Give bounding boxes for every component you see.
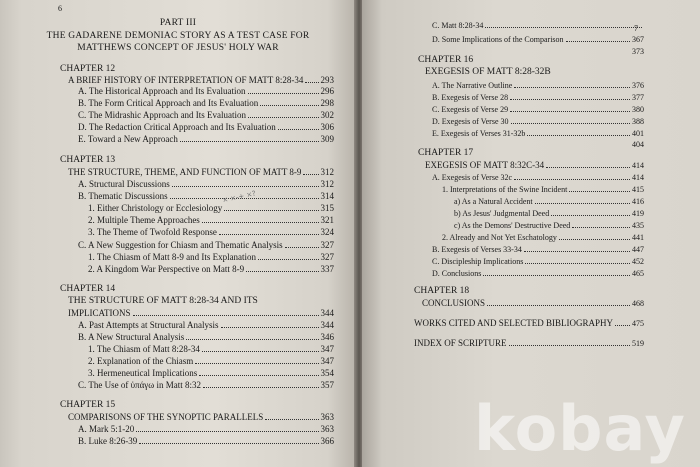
dot-leader [224,210,318,211]
toc-entry [432,172,644,183]
toc-entry [454,208,644,219]
toc-entry [432,104,644,115]
page-ref: 354 [320,368,334,378]
dot-leader [133,315,319,316]
entry-text: a) As a Natural Accident [454,197,533,206]
chapter-18-conclusions [422,298,644,309]
toc-entry [432,128,644,139]
toc-entry [88,356,334,367]
page-ref: 321 [320,215,334,225]
entry-text: B. The Form Critical Approach and Its Evaluation [78,98,259,108]
dot-leader [510,111,630,112]
toc-entry [78,380,334,391]
entry-text: B. A New Structural Analysis [78,332,185,342]
entry-text: D. Some Implications of the Comparison [432,35,564,44]
entry-text: C. The Use of ὑπάγω in Matt 8:32 [78,380,201,390]
chapter-17-title [425,160,644,171]
dot-leader [246,271,318,272]
toc-entry [432,268,644,279]
chapter-12-heading: CHAPTER 12 [60,64,116,74]
page-ref: 475 [632,319,644,328]
page-ref: 347 [320,344,334,354]
chapter-14-title-line-1: THE STRUCTURE OF MATT 8:28-34 AND ITS [68,296,258,306]
toc-entry [78,332,334,343]
entry-text: 1. The Chiasm of Matt 8-9 and Its Explanation [88,252,257,262]
page-ref: 367 [632,35,644,44]
dot-leader [203,387,319,388]
pencil-annotation: × ×-+ ×? [221,189,257,205]
toc-entry [78,436,334,447]
entry-text: C. The Midrashic Approach and Its Evaluation [78,110,247,120]
entry-text: INDEX OF SCRIPTURE [414,338,507,348]
toc-entry [432,34,644,45]
dot-leader [511,123,630,124]
chapter-13-title [68,167,334,178]
entry-text: 2. Already and Not Yet Eschatology [442,233,557,242]
dot-leader [139,443,318,444]
toc-entry [78,98,334,109]
entry-text: 3. The Theme of Twofold Response [88,227,217,237]
page-ref: 452 [632,257,644,266]
dot-leader [485,27,642,28]
page-ref: 404 [632,140,644,149]
toc-entry [78,424,334,435]
page-number: 7 [634,24,638,33]
page-ref: 324 [320,227,334,237]
dot-leader [566,41,630,42]
chapter-16-heading: CHAPTER 16 [418,55,474,65]
dot-leader [221,327,319,328]
chapter-title-text: THE STRUCTURE, THEME, AND FUNCTION OF MATT 8-9 [68,167,302,177]
chapter-12-title [68,75,334,86]
entry-text: E. Toward a New Approach [78,134,178,144]
page-ref: 293 [320,75,334,85]
entry-text: C. Matt 8:28-34 [432,21,484,30]
dot-leader [260,105,318,106]
entry-text: 1. Interpretations of the Swine Incident [442,185,568,194]
dot-leader [202,222,319,223]
chapter-14-heading: CHAPTER 14 [60,284,116,294]
page-ref: 415 [632,185,644,194]
entry-text: D. Conclusions [432,269,482,278]
page-ref: 312 [320,167,334,177]
toc-entry [442,184,644,195]
chapter-16-title: EXEGESIS OF MATT 8:28-32B [425,67,551,77]
dot-leader [248,93,319,94]
page-ref: 441 [632,233,644,242]
page-ref: 416 [632,197,644,206]
page-ref: 363 [320,424,334,434]
page-ref: 312 [320,179,334,189]
entry-text: C. A New Suggestion for Chiasm and Thematic Analysis [78,240,283,250]
entry-text: 1. Either Christology or Ecclesiology [88,203,223,213]
toc-entry [454,220,644,231]
entry-text: A. The Narrative Outline [432,81,513,90]
dot-leader [258,259,318,260]
entry-text: A. Structural Discussions [78,179,170,189]
dot-leader [285,247,319,248]
page-ref: 519 [632,339,644,348]
index-entry [414,338,644,349]
dot-leader [569,191,630,192]
entry-text: C. Discipleship Implications [432,257,524,266]
entry-text: B. Exegesis of Verse 28 [432,93,509,102]
page-ref: 346 [320,332,334,342]
page-ref: 377 [632,93,644,102]
toc-entry [432,20,644,31]
chapter-title-text: IMPLICATIONS [68,308,131,318]
dot-leader [572,227,630,228]
page-ref: 468 [632,299,644,308]
page-ref: 327 [320,252,334,262]
dot-leader [248,117,318,118]
dot-leader [278,129,319,130]
toc-entry [78,191,334,202]
entry-text: WORKS CITED AND SELECTED BIBLIOGRAPHY [414,318,613,328]
page-ref: 465 [632,269,644,278]
page-ref: 315 [320,203,334,213]
toc-entry [432,80,644,91]
entry-text: E. Exegesis of Verses 31-32b [432,129,526,138]
page-ref: 363 [320,412,334,422]
part-heading: PART III [159,18,197,28]
entry-text: 3. Hermeneutical Implications [88,368,198,378]
page-ref: 401 [632,129,644,138]
toc-entry [88,368,334,379]
dot-leader [551,215,630,216]
page-ref: 419 [632,209,644,218]
page-ref: 447 [632,245,644,254]
dot-leader [546,167,630,168]
part-title-line-1: THE GADARENE DEMONIAC STORY AS A TEST CASE FOR [46,31,310,41]
dot-leader [202,351,319,352]
chapter-15-heading: CHAPTER 15 [60,400,116,410]
toc-entry [78,86,334,97]
dot-leader [524,251,630,252]
toc-entry [88,264,334,275]
dot-leader [186,339,318,340]
dot-leader [487,305,630,306]
page-ref: 344 [320,308,334,318]
dot-leader [180,141,319,142]
page-ref: 347 [320,356,334,366]
part-title-line-2: MATTHEWS CONCEPT OF JESUS' HOLY WAR [77,43,279,53]
entry-text: b) As Jesus' Judgmental Deed [454,209,550,218]
page-ref: 414 [632,173,644,182]
chapter-14-title [68,308,334,319]
entry-text: B. Exegesis of Verses 33-34 [432,245,522,254]
toc-entry [88,203,334,214]
toc-entry [78,179,334,190]
dot-leader [514,87,630,88]
entry-text: 2. Explanation of the Chiasm [88,356,194,366]
dot-leader [535,203,630,204]
toc-entry [78,110,334,121]
entry-text: B. Luke 8:26-39 [78,436,138,446]
dot-leader [303,174,318,175]
toc-entry [88,215,334,226]
page-ref: 388 [632,117,644,126]
page-ref: 380 [632,105,644,114]
page-ref: 376 [632,81,644,90]
dot-leader [195,363,318,364]
entry-text: B. Thematic Discussions [78,191,168,201]
works-cited-entry [414,318,644,329]
entry-text: A. Exegesis of Verse 32c [432,173,513,182]
toc-entry [432,92,644,103]
chapter-18-heading: CHAPTER 18 [414,286,470,296]
toc-entry [78,240,334,251]
chapter-15-title [68,412,334,423]
dot-leader [136,431,318,432]
chapter-title-text: COMPARISONS OF THE SYNOPTIC PARALLELS [68,412,264,422]
entry-text: A. Past Attempts at Structural Analysis [78,320,219,330]
dot-leader [525,263,630,264]
toc-entry [432,244,644,255]
page-number: 6 [58,4,62,13]
dot-leader [265,419,318,420]
dot-leader [615,325,630,326]
toc-entry [454,196,644,207]
entry-text: C. Exegesis of Verse 29 [432,105,509,114]
entry-text: c) As the Demons' Destructive Deed [454,221,571,230]
entry-text: 1. The Chiasm of Matt 8:28-34 [88,344,200,354]
page-ref: 306 [320,122,334,132]
toc-entry [88,227,334,238]
toc-entry [78,134,334,145]
entry-text: 2. A Kingdom War Perspective on Matt 8-9 [88,264,245,274]
toc-entry [88,344,334,355]
entry-text: A. The Historical Approach and Its Evaluation [78,86,246,96]
entry-text: CONCLUSIONS [422,298,486,308]
toc-entry [88,252,334,263]
chapter-17-heading: CHAPTER 17 [418,148,474,158]
dot-leader [509,345,630,346]
toc-entry [442,232,644,243]
page-ref: 357 [320,380,334,390]
chapter-13-heading: CHAPTER 13 [60,155,116,165]
entry-text: A. Mark 5:1-20 [78,424,135,434]
chapter-title-text: A BRIEF HISTORY OF INTERPRETATION OF MATT 8:28-34 [68,75,304,85]
page-ref: 314 [320,191,334,201]
page-ref: 414 [632,161,644,170]
page-ref: 366 [320,436,334,446]
dot-leader [219,234,319,235]
toc-entry [432,256,644,267]
page-ref: 344 [320,320,334,330]
entry-text: D. Exegesis of Verse 30 [432,117,509,126]
dot-leader [510,99,630,100]
dot-leader [514,179,630,180]
dot-leader [172,186,319,187]
dot-leader [305,82,318,83]
watermark-logo: kobay [474,392,686,465]
page-ref: 435 [632,221,644,230]
entry-text: D. The Redaction Critical Approach and Its Evaluation [78,122,276,132]
dot-leader [199,375,318,376]
dot-leader [483,275,630,276]
page-ref: 337 [320,264,334,274]
page-ref: 327 [320,240,334,250]
toc-entry [78,320,334,331]
page-ref: 302 [320,110,334,120]
chapter-title-text: EXEGESIS OF MATT 8:32C-34 [425,160,545,170]
toc-entry [78,122,334,133]
page-ref: 298 [320,98,334,108]
dot-leader [559,239,630,240]
page-ref: 296 [320,86,334,96]
page-ref: 373 [632,47,644,56]
toc-entry [432,116,644,127]
dot-leader [527,135,630,136]
page-ref: 309 [320,134,334,144]
entry-text: 2. Multiple Theme Approaches [88,215,200,225]
